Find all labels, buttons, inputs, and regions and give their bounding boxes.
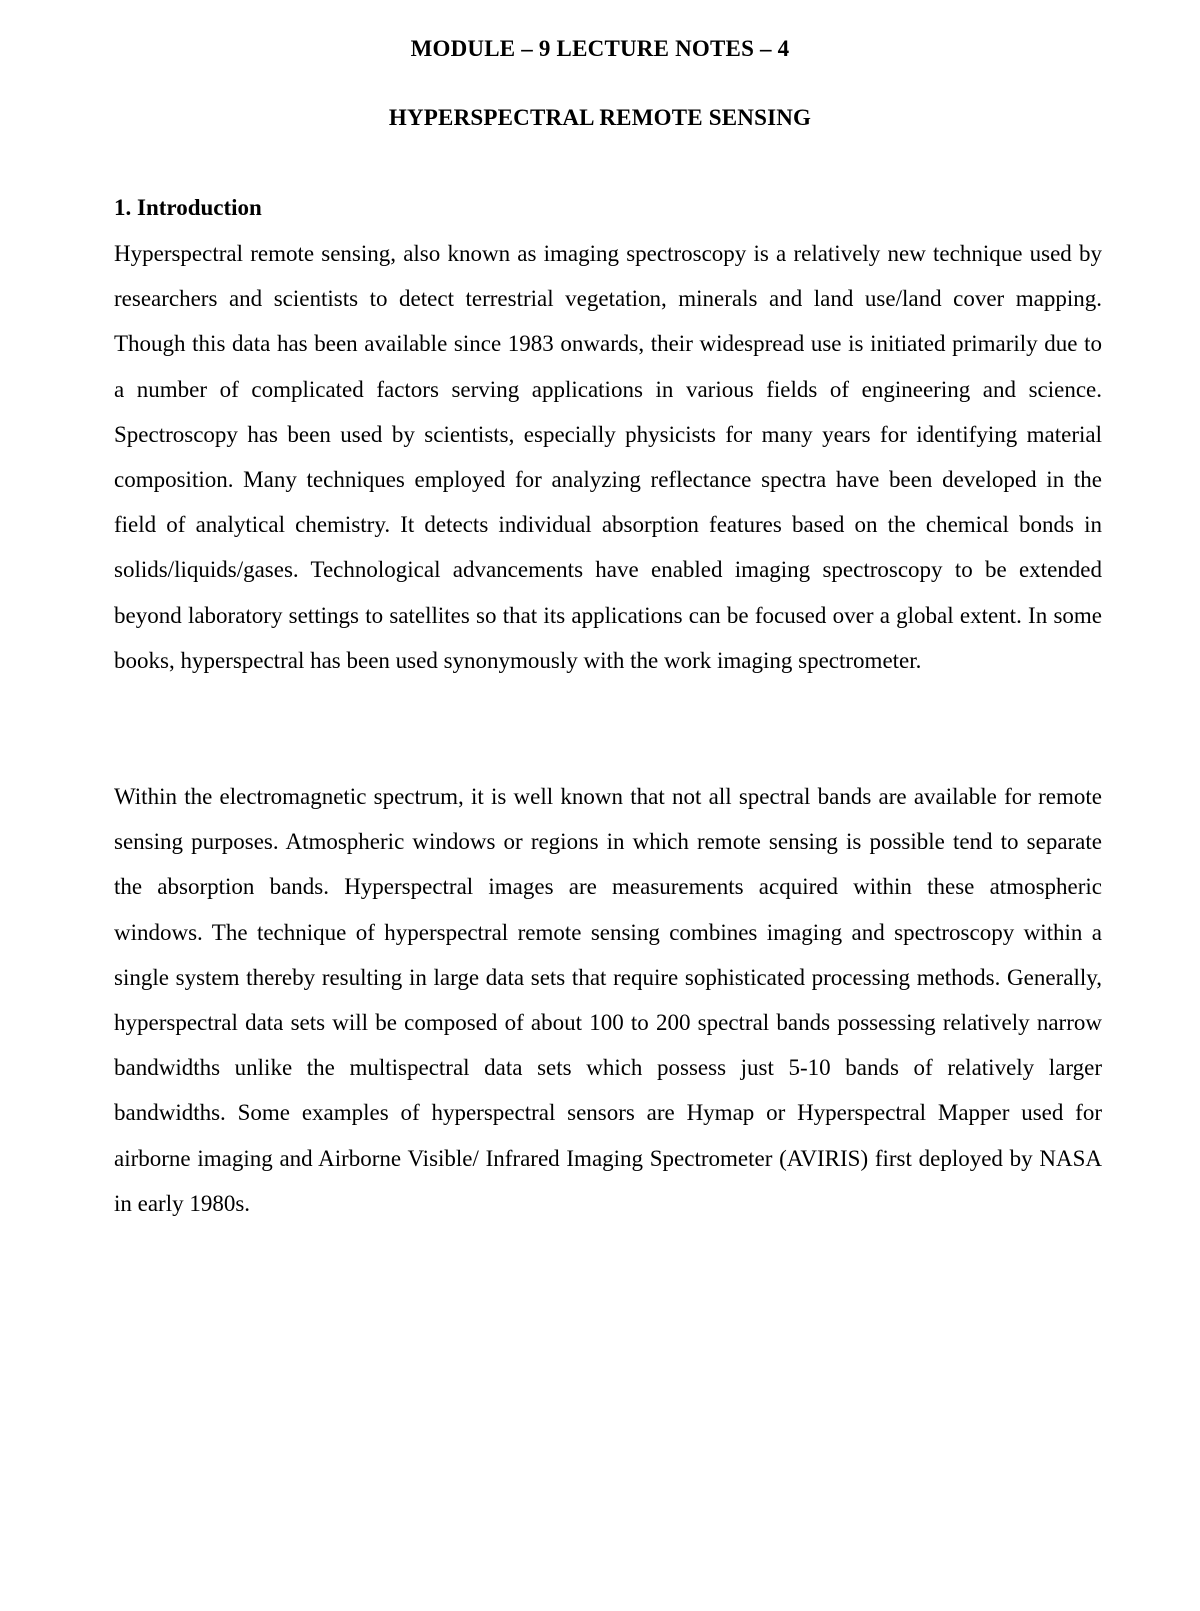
section-heading: 1. Introduction — [114, 195, 262, 220]
paragraph-electromagnetic-spectrum: Within the electromagnetic spectrum, it is well known that not all spectral bands are available for remote sensing purposes. Atmospheric windows or regions in which remote sensing is possible tend to separate the absorption bands. Hyperspectral images are measurements acquired within these atmospheric windows. The technique of hyperspectral remote sensing combines imaging and spectroscopy within a single system thereby resulting in large data sets that require sophisticated processing methods. Generally, hyperspectral data sets will be composed of about 100 to 200 spectral bands possessing relatively narrow bandwidths unlike the multispectral data sets which possess just 5-10 bands of relatively larger bandwidths. Some examples of hyperspectral sensors are Hymap or Hyperspectral Mapper used for airborne imaging and Airborne Visible/ Infrared Imaging Spectrometer (AVIRIS) first deployed by NASA in early 1980s. — [114, 784, 1102, 1216]
module-title: MODULE – 9 LECTURE NOTES – 4 — [410, 36, 790, 61]
paragraph-introduction: Hyperspectral remote sensing, also known as imaging spectroscopy is a relatively new technique used by researchers and scientists to detect terrestrial vegetation, minerals and land use/land cover mapping. Though this data has been available since 1983 onwards, their widespread use is initiated primarily due to a number of complicated factors serving applications in various fields of engineering and science. Spectroscopy has been used by scientists, especially physicists for many years for identifying material composition. Many techniques employed for analyzing reflectance spectra have been developed in the field of analytical chemistry. It detects individual absorption features based on the chemical bonds in solids/liquids/gases. Technological advancements have enabled imaging spectroscopy to be extended beyond laboratory settings to satellites so that its applications can be focused over a global extent. In some books, hyperspectral has been used synonymously with the work imaging spectrometer. — [114, 241, 1102, 673]
page-title: HYPERSPECTRAL REMOTE SENSING — [388, 105, 812, 130]
body-paragraph-container — [114, 231, 1102, 683]
body-paragraph-container — [114, 774, 1102, 1226]
